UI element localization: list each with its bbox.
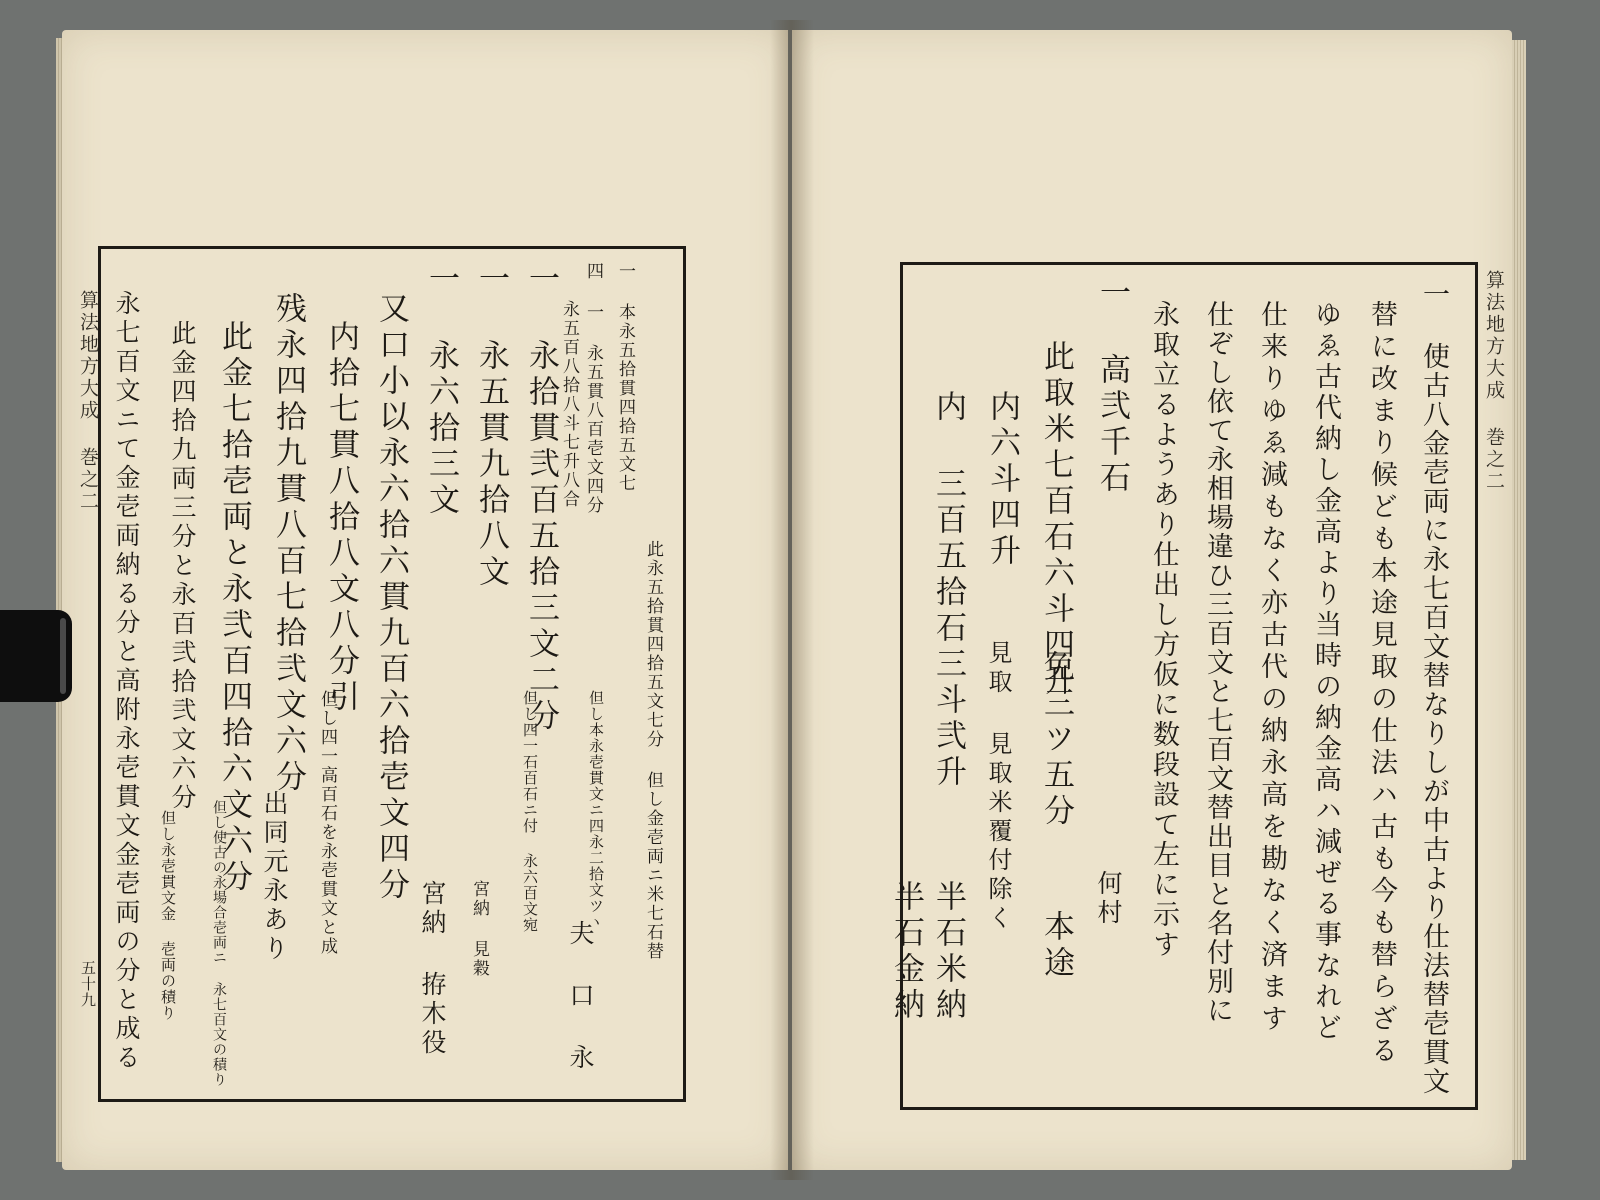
left-note-1: 但し本永壱貫文ニ四永二拾文ツヽ [587,690,605,930]
left-note-9: 但し永壱貫文金 壱両の積り [159,810,177,1021]
right-note-3: 免三ツ五分 [1038,650,1074,830]
book-clip [0,610,72,702]
right-column-7: 一 高弐千石 [1094,276,1130,497]
right-note-5: 半石米納 [930,880,966,1024]
left-column-8: 又口小以永六拾六貫九百六拾壱文四分 [373,292,409,904]
right-note-6: 半石金納 [888,880,924,1024]
left-folio: 五十九 [79,960,97,1008]
left-note-2: 但し四一石百石ニ付 永六百文宛 [521,690,539,933]
right-note-4: 見取 見取米覆付除く [984,640,1012,934]
right-column-4: 仕来りゆゑ減もなく亦古代の納永高を勘なく済ます [1256,300,1287,1036]
book-gutter [770,20,814,1180]
right-column-1: 一 使古八金壱両に永七百文替なりしが中古より仕法替壱貫文 [1418,280,1449,1096]
left-column-2: 此永五拾貫四拾五文七分 但し金壱両ニ米七石替 [643,540,663,961]
left-column-7: 一 永六拾三文 [423,262,459,519]
left-column-5: 一 永拾貫弐百五拾三文二分 [523,262,559,735]
left-column-3: 四 一 永五貫八百壱文四分 [583,262,603,515]
right-column-10: 内 三百五拾石三斗弐升 [930,390,966,791]
left-column-9: 内拾七貫八拾八文八分引 [323,320,359,716]
left-margin-title: 算法地方大成 巻之二 [77,290,99,513]
left-column-11: 此金七拾壱両と永弐百四拾六文六分 [216,320,252,896]
right-column-8: 此取米七百石六斗四升 [1038,340,1074,700]
left-note-8: 但し使古の永場合壱両ニ 永七百文の積り [211,800,227,1087]
right-margin-title: 算法地方大成 巻之二 [1483,270,1505,493]
right-note-2: 本途 [1038,910,1074,982]
left-column-12: 此金四拾九両三分と永百弐拾弐文六分 [168,320,197,813]
right-note-1: 何村 [1094,870,1123,928]
left-note-4: 宮納 拵木役 [418,880,447,1058]
left-note-6: 但し四一高百石を永壱貫文と成 [317,690,337,956]
left-column-10: 残永四拾九貫八百七拾弐文六分 [270,292,306,796]
left-note-5: 夫 口 永 [566,920,595,1073]
right-column-6: 永取立るようあり仕出し方仮に数段設て左に示す [1148,300,1179,960]
left-note-7: 出同元永あり [260,790,289,964]
right-column-2: 替に改まり候ども本途見取の仕法ハ古も今も替らざる [1366,300,1397,1068]
right-column-5: 仕ぞし依て永相場違ひ三百文と七百文替出目と名付別に [1202,300,1233,1025]
right-column-3: ゆゑ古代納し金高より当時の納金高ハ減ぜる事なれど [1310,300,1341,1044]
left-column-4: 永五百八拾八斗七升八合 [559,300,579,509]
right-page-edges [1512,40,1526,1160]
right-column-9: 内六斗四升 [984,390,1020,570]
left-note-3: 宮納 見穀 [469,880,489,978]
left-column-1: 一 本永五拾貫四拾五文七 [615,262,635,493]
left-column-6: 一 永五貫九拾八文 [473,262,509,591]
left-column-13: 永七百文ニて金壱両納る分と高附永壱貫文金壱両の分と成る [112,290,141,1073]
